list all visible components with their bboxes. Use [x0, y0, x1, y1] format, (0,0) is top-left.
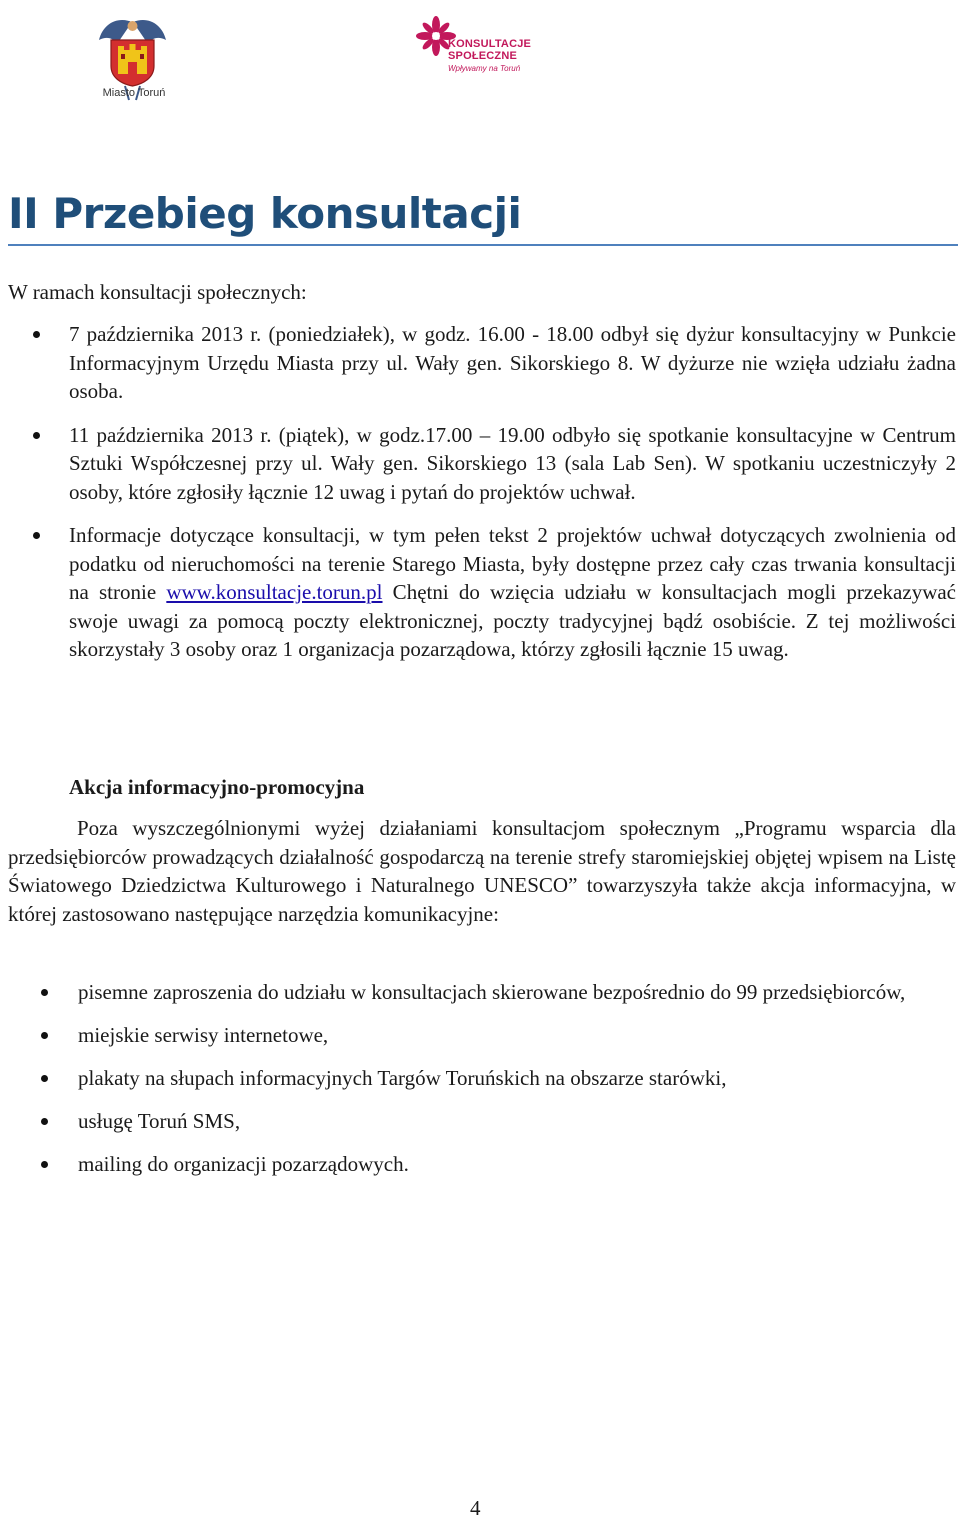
konsultacje-website-link[interactable]: www.konsultacje.torun.pl	[166, 580, 383, 604]
list-item-text-before: Informacje dotyczące konsultacji, w tym pełen tekst 2 projektów uchwał dotyczących zwolnienia od podatku od nieruchomości na terenie Starego Miasta, były dostępne przez cały czas trwania konsultacji na stronie	[69, 523, 956, 604]
header-logos	[0, 10, 960, 110]
list-item	[8, 521, 956, 664]
list-item-text-after: Chętni do wzięcia udziału w konsultacjach mogli przekazywać swoje uwagi za pomocą poczty elektronicznej, poczty tradycyjnej bądź osobiście. Z tej możliwości skorzystały 3 osoby oraz 1 organizacja pozarządowa, którzy zgłosili łącznie 15 uwag.	[69, 580, 957, 661]
section-heading: II Przebieg konsultacji	[8, 189, 522, 238]
logo-wordmark-line1: KONSULTACJE	[448, 38, 532, 50]
torun-logo-caption: Miasto Toruń	[102, 87, 166, 99]
intro-text: W ramach konsultacji społecznych:	[8, 280, 307, 304]
list-item: 7 października 2013 r. (poniedziałek), w godz. 16.00 - 18.00 odbył się dyżur konsultacyjny w Punkcie Informacyjnym Urzędu Miasta przy ul. Wały gen. Sikorskiego 8. W dyżurze nie wzięła udziału żadna osoba.	[8, 320, 956, 406]
subsection-heading: Akcja informacyjno-promocyjna	[69, 775, 365, 799]
heading-underline	[8, 244, 958, 246]
list-item: 11 października 2013 r. (piątek), w godz.17.00 – 19.00 odbyło się spotkanie konsultacyjne w Centrum Sztuki Współczesnej przy ul. Wały gen. Sikorskiego 13 (sala Lab Sen). W spotkaniu uczestniczyły 2 osoby, które zgłosiły łącznie 12 uwag i pytań do projektów uchwał.	[8, 421, 956, 507]
list-item: mailing do organizacji pozarządowych.	[8, 1150, 956, 1179]
list-item: usługę Toruń SMS,	[8, 1107, 956, 1136]
body-paragraph: Poza wyszczególnionymi wyżej działaniami konsultacjom społecznym „Programu wsparcia dla przedsiębiorców prowadzących działalność gospodarczą na terenie strefy staromiejskiej objętej wpisem na Listę Światowego Dziedzictwa Kulturowego i Naturalnego UNESCO” towarzyszyła także akcja informacyjna, w której zastosowano następujące narzędzia komunikacyjne:	[8, 816, 956, 926]
page-number: 4	[470, 1496, 481, 1520]
list-item: plakaty na słupach informacyjnych Targów Toruńskich na obszarze starówki,	[8, 1064, 956, 1093]
konsultacje-logo-wordmark	[448, 38, 531, 62]
consultation-events-list	[8, 320, 956, 679]
logo-wordmark-line2: SPOŁECZNE	[448, 50, 518, 62]
konsultacje-logo-tagline: Wpływamy na Toruń	[448, 64, 521, 73]
list-item: pisemne zaproszenia do udziału w konsultacjach skierowane bezpośrednio do 99 przedsiębiorców,	[8, 978, 956, 1007]
communication-tools-list	[8, 978, 956, 1193]
list-item: miejskie serwisy internetowe,	[8, 1021, 956, 1050]
